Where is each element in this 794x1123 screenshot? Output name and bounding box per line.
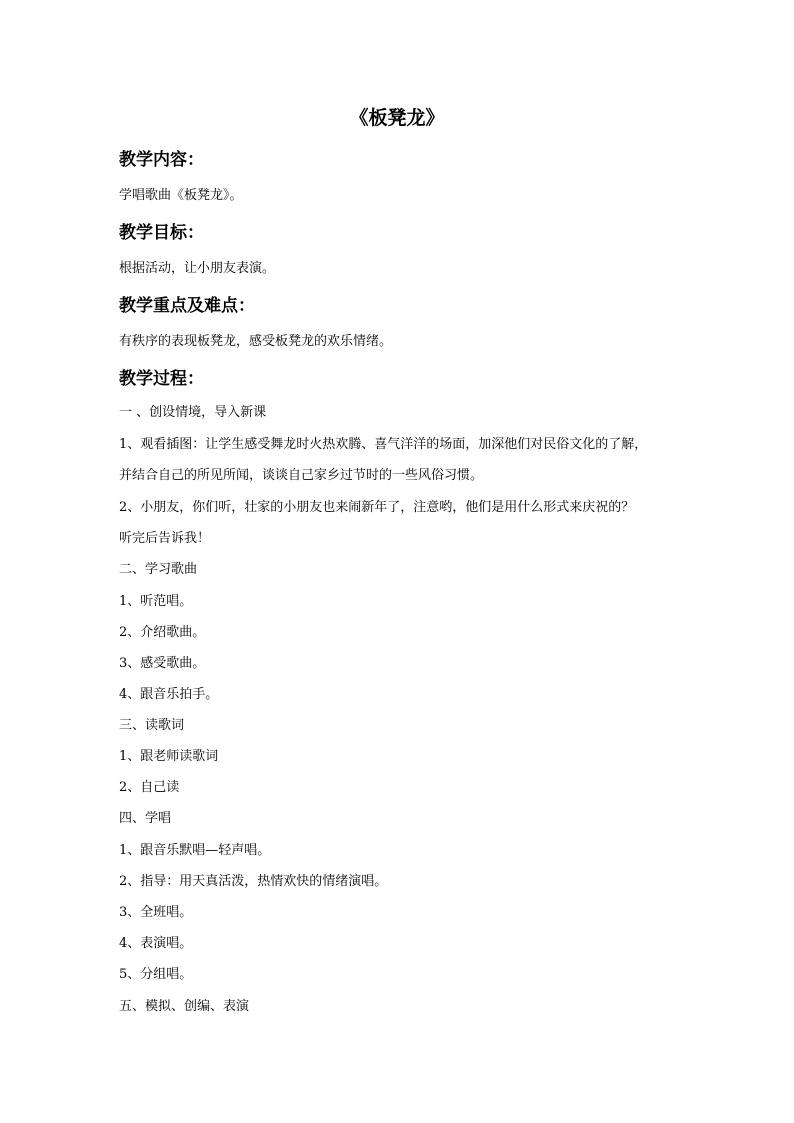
process-line: 1、观看插图：让学生感受舞龙时火热欢腾、喜气洋洋的场面，加深他们对民俗文化的了解，: [119, 437, 648, 452]
section-heading-key: 教学重点及难点：: [119, 296, 255, 316]
process-line: 4、跟音乐拍手。: [119, 687, 219, 702]
process-line: 2、自己读: [119, 780, 180, 795]
section-text-key: 有秩序的表现板凳龙，感受板凳龙的欢乐情绪。: [119, 334, 393, 349]
process-line: 1、跟老师读歌词: [119, 749, 219, 764]
process-line: 2、小朋友，你们听，壮家的小朋友也来闹新年了，注意哟，他们是用什么形式来庆祝的？: [119, 500, 635, 515]
process-line: 五、模拟、创编、表演: [119, 999, 250, 1014]
section-text-content: 学唱歌曲《板凳龙》。: [119, 188, 243, 203]
process-line: 一 、创设情境，导入新课: [119, 405, 267, 420]
section-heading-content: 教学内容：: [119, 150, 204, 170]
process-line: 1、跟音乐默唱—轻声唱。: [119, 843, 271, 858]
process-line: 2、介绍歌曲。: [119, 625, 206, 640]
process-line: 四、学唱: [119, 811, 172, 826]
process-line: 2、指导：用天真活泼，热情欢快的情绪演唱。: [119, 874, 388, 889]
process-line: 4、表演唱。: [119, 936, 193, 951]
process-line: 听完后告诉我！: [119, 531, 211, 546]
process-line: 1、听范唱。: [119, 594, 193, 609]
process-line: 3、感受歌曲。: [119, 656, 206, 671]
section-heading-goal: 教学目标：: [119, 223, 204, 243]
process-line: 三、读歌词: [119, 718, 185, 733]
process-line: 5、分组唱。: [119, 967, 193, 982]
section-text-goal: 根据活动，让小朋友表演。: [119, 261, 276, 276]
section-heading-process: 教学过程：: [119, 369, 204, 389]
process-line: 二、学习歌曲: [119, 562, 198, 577]
document-title: 《板凳龙》: [349, 107, 445, 129]
process-line: 并结合自己的所见所闻，谈谈自己家乡过节时的一些风俗习惯。: [119, 468, 484, 483]
process-line: 3、全班唱。: [119, 905, 193, 920]
